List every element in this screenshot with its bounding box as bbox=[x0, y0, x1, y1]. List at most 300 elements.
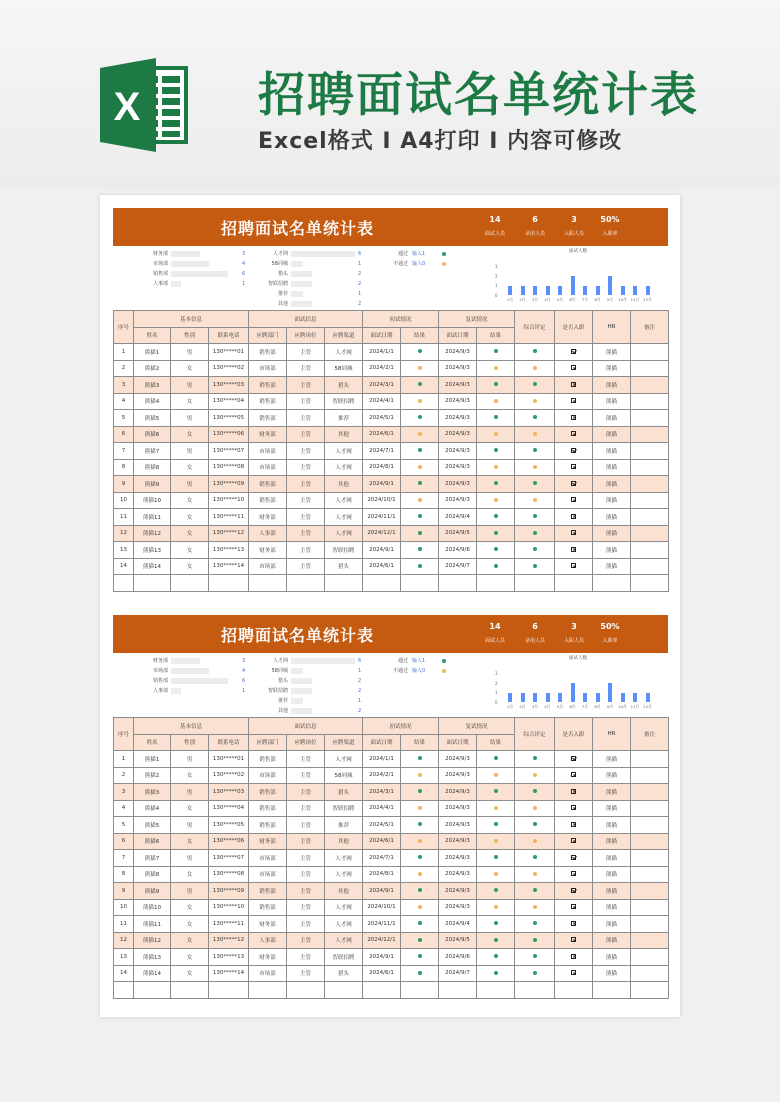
cell-phone[interactable]: 130*****14 bbox=[209, 965, 249, 982]
cell-dept[interactable]: 财务部 bbox=[249, 949, 287, 966]
cell-position[interactable]: 主管 bbox=[287, 377, 325, 394]
cell-second-date[interactable]: 2024/9/3 bbox=[439, 817, 477, 834]
cell-hr[interactable]: 熊猫 bbox=[593, 965, 631, 982]
cell-channel[interactable]: 58同城 bbox=[325, 360, 363, 377]
unchecked-box-icon[interactable] bbox=[571, 514, 576, 519]
cell-dept[interactable]: 财务部 bbox=[249, 833, 287, 850]
cell-overall[interactable] bbox=[515, 344, 555, 361]
cell-gender[interactable]: 女 bbox=[171, 866, 209, 883]
cell-channel[interactable]: 人才网 bbox=[325, 443, 363, 460]
cell-first-result[interactable] bbox=[401, 393, 439, 410]
cell-name[interactable]: 熊猫5 bbox=[134, 817, 171, 834]
cell-hired[interactable] bbox=[555, 459, 593, 476]
cell-name[interactable]: 熊猫3 bbox=[134, 377, 171, 394]
cell-name[interactable]: 熊猫1 bbox=[134, 344, 171, 361]
cell-overall[interactable] bbox=[515, 850, 555, 867]
checked-box-icon[interactable] bbox=[571, 448, 576, 453]
cell-second-date[interactable]: 2024/9/3 bbox=[439, 410, 477, 427]
cell-note[interactable] bbox=[631, 476, 669, 493]
cell-second-result[interactable] bbox=[477, 476, 515, 493]
cell-gender[interactable]: 女 bbox=[171, 949, 209, 966]
cell-dept[interactable]: 销售部 bbox=[249, 344, 287, 361]
cell-phone[interactable]: 130*****06 bbox=[209, 426, 249, 443]
cell-second-result[interactable] bbox=[477, 360, 515, 377]
cell-gender[interactable]: 女 bbox=[171, 459, 209, 476]
cell-second-date[interactable]: 2024/9/6 bbox=[439, 542, 477, 559]
cell-phone[interactable]: 130*****03 bbox=[209, 377, 249, 394]
cell-second-result[interactable] bbox=[477, 833, 515, 850]
cell-second-date[interactable]: 2024/9/3 bbox=[439, 751, 477, 768]
cell-position[interactable]: 主管 bbox=[287, 784, 325, 801]
cell-hr[interactable]: 熊猫 bbox=[593, 410, 631, 427]
cell-dept[interactable]: 人事部 bbox=[249, 525, 287, 542]
cell-dept[interactable]: 销售部 bbox=[249, 800, 287, 817]
cell-phone[interactable]: 130*****07 bbox=[209, 850, 249, 867]
cell-overall[interactable] bbox=[515, 932, 555, 949]
empty-cell[interactable] bbox=[515, 982, 555, 999]
cell-note[interactable] bbox=[631, 377, 669, 394]
cell-first-result[interactable] bbox=[401, 800, 439, 817]
cell-phone[interactable]: 130*****05 bbox=[209, 817, 249, 834]
cell-second-date[interactable]: 2024/9/3 bbox=[439, 344, 477, 361]
cell-phone[interactable]: 130*****01 bbox=[209, 751, 249, 768]
cell-phone[interactable]: 130*****09 bbox=[209, 476, 249, 493]
empty-cell[interactable] bbox=[363, 982, 401, 999]
cell-gender[interactable]: 女 bbox=[171, 899, 209, 916]
cell-overall[interactable] bbox=[515, 558, 555, 575]
unchecked-box-icon[interactable] bbox=[571, 805, 576, 810]
cell-note[interactable] bbox=[631, 344, 669, 361]
cell-name[interactable]: 熊猫9 bbox=[134, 883, 171, 900]
cell-second-date[interactable]: 2024/9/3 bbox=[439, 426, 477, 443]
empty-cell[interactable] bbox=[439, 575, 477, 592]
cell-second-result[interactable] bbox=[477, 949, 515, 966]
cell-second-result[interactable] bbox=[477, 800, 515, 817]
cell-first-date[interactable]: 2024/8/1 bbox=[363, 459, 401, 476]
cell-channel[interactable]: 智联招聘 bbox=[325, 949, 363, 966]
cell-first-date[interactable]: 2024/6/1 bbox=[363, 965, 401, 982]
cell-hr[interactable]: 熊猫 bbox=[593, 344, 631, 361]
cell-first-date[interactable]: 2024/7/1 bbox=[363, 443, 401, 460]
cell-first-result[interactable] bbox=[401, 833, 439, 850]
cell-channel[interactable]: 猎头 bbox=[325, 377, 363, 394]
cell-position[interactable]: 主管 bbox=[287, 899, 325, 916]
cell-phone[interactable]: 130*****05 bbox=[209, 410, 249, 427]
cell-hr[interactable]: 熊猫 bbox=[593, 525, 631, 542]
cell-second-date[interactable]: 2024/9/3 bbox=[439, 393, 477, 410]
empty-cell[interactable] bbox=[287, 982, 325, 999]
cell-hired[interactable] bbox=[555, 866, 593, 883]
cell-hired[interactable] bbox=[555, 833, 593, 850]
empty-cell[interactable] bbox=[593, 575, 631, 592]
cell-name[interactable]: 熊猫14 bbox=[134, 965, 171, 982]
cell-note[interactable] bbox=[631, 492, 669, 509]
cell-first-date[interactable]: 2024/5/1 bbox=[363, 410, 401, 427]
cell-hr[interactable]: 熊猫 bbox=[593, 360, 631, 377]
empty-cell[interactable] bbox=[555, 575, 593, 592]
cell-channel[interactable]: 人才网 bbox=[325, 866, 363, 883]
cell-second-result[interactable] bbox=[477, 883, 515, 900]
cell-overall[interactable] bbox=[515, 476, 555, 493]
unchecked-box-icon[interactable] bbox=[571, 772, 576, 777]
cell-hired[interactable] bbox=[555, 850, 593, 867]
cell-second-result[interactable] bbox=[477, 525, 515, 542]
cell-hired[interactable] bbox=[555, 525, 593, 542]
cell-note[interactable] bbox=[631, 393, 669, 410]
cell-position[interactable]: 主管 bbox=[287, 492, 325, 509]
cell-position[interactable]: 主管 bbox=[287, 542, 325, 559]
cell-second-date[interactable]: 2024/9/7 bbox=[439, 965, 477, 982]
cell-phone[interactable]: 130*****02 bbox=[209, 767, 249, 784]
cell-first-result[interactable] bbox=[401, 377, 439, 394]
cell-dept[interactable]: 销售部 bbox=[249, 784, 287, 801]
cell-second-date[interactable]: 2024/9/3 bbox=[439, 443, 477, 460]
cell-first-date[interactable]: 2024/2/1 bbox=[363, 767, 401, 784]
cell-hr[interactable]: 熊猫 bbox=[593, 883, 631, 900]
cell-position[interactable]: 主管 bbox=[287, 965, 325, 982]
cell-phone[interactable]: 130*****13 bbox=[209, 542, 249, 559]
cell-hired[interactable] bbox=[555, 360, 593, 377]
cell-gender[interactable]: 女 bbox=[171, 393, 209, 410]
cell-first-date[interactable]: 2024/4/1 bbox=[363, 393, 401, 410]
unchecked-box-icon[interactable] bbox=[571, 970, 576, 975]
cell-name[interactable]: 熊猫12 bbox=[134, 525, 171, 542]
cell-hr[interactable]: 熊猫 bbox=[593, 542, 631, 559]
cell-dept[interactable]: 销售部 bbox=[249, 899, 287, 916]
cell-first-result[interactable] bbox=[401, 542, 439, 559]
cell-channel[interactable]: 人才网 bbox=[325, 751, 363, 768]
cell-gender[interactable]: 女 bbox=[171, 492, 209, 509]
cell-hired[interactable] bbox=[555, 751, 593, 768]
cell-hired[interactable] bbox=[555, 965, 593, 982]
cell-second-result[interactable] bbox=[477, 866, 515, 883]
cell-dept[interactable]: 人事部 bbox=[249, 932, 287, 949]
cell-overall[interactable] bbox=[515, 393, 555, 410]
cell-overall[interactable] bbox=[515, 377, 555, 394]
cell-overall[interactable] bbox=[515, 899, 555, 916]
cell-second-date[interactable]: 2024/9/3 bbox=[439, 800, 477, 817]
cell-hr[interactable]: 熊猫 bbox=[593, 784, 631, 801]
cell-second-result[interactable] bbox=[477, 459, 515, 476]
cell-channel[interactable]: 人才网 bbox=[325, 899, 363, 916]
cell-phone[interactable]: 130*****13 bbox=[209, 949, 249, 966]
cell-note[interactable] bbox=[631, 459, 669, 476]
cell-second-date[interactable]: 2024/9/3 bbox=[439, 360, 477, 377]
cell-gender[interactable]: 女 bbox=[171, 965, 209, 982]
cell-gender[interactable]: 女 bbox=[171, 525, 209, 542]
cell-dept[interactable]: 销售部 bbox=[249, 492, 287, 509]
cell-dept[interactable]: 销售部 bbox=[249, 393, 287, 410]
cell-channel[interactable]: 猎头 bbox=[325, 965, 363, 982]
cell-hired[interactable] bbox=[555, 800, 593, 817]
cell-first-result[interactable] bbox=[401, 866, 439, 883]
cell-dept[interactable]: 市场部 bbox=[249, 767, 287, 784]
cell-first-date[interactable]: 2024/7/1 bbox=[363, 850, 401, 867]
empty-cell[interactable] bbox=[114, 575, 134, 592]
checked-box-icon[interactable] bbox=[571, 888, 576, 893]
cell-note[interactable] bbox=[631, 932, 669, 949]
cell-hired[interactable] bbox=[555, 377, 593, 394]
cell-second-date[interactable]: 2024/9/3 bbox=[439, 866, 477, 883]
empty-cell[interactable] bbox=[515, 575, 555, 592]
cell-note[interactable] bbox=[631, 850, 669, 867]
unchecked-box-icon[interactable] bbox=[571, 921, 576, 926]
cell-gender[interactable]: 女 bbox=[171, 558, 209, 575]
cell-channel[interactable]: 智联招聘 bbox=[325, 542, 363, 559]
cell-second-result[interactable] bbox=[477, 899, 515, 916]
cell-second-date[interactable]: 2024/9/6 bbox=[439, 949, 477, 966]
cell-phone[interactable]: 130*****06 bbox=[209, 833, 249, 850]
cell-first-result[interactable] bbox=[401, 899, 439, 916]
cell-dept[interactable]: 财务部 bbox=[249, 542, 287, 559]
cell-name[interactable]: 熊猫7 bbox=[134, 850, 171, 867]
cell-second-date[interactable]: 2024/9/3 bbox=[439, 833, 477, 850]
cell-second-date[interactable]: 2024/9/7 bbox=[439, 558, 477, 575]
cell-note[interactable] bbox=[631, 443, 669, 460]
cell-channel[interactable]: 智联招聘 bbox=[325, 800, 363, 817]
cell-first-result[interactable] bbox=[401, 509, 439, 526]
cell-position[interactable]: 主管 bbox=[287, 751, 325, 768]
cell-name[interactable]: 熊猫12 bbox=[134, 932, 171, 949]
cell-second-result[interactable] bbox=[477, 443, 515, 460]
cell-second-date[interactable]: 2024/9/3 bbox=[439, 850, 477, 867]
cell-dept[interactable]: 市场部 bbox=[249, 866, 287, 883]
cell-dept[interactable]: 市场部 bbox=[249, 965, 287, 982]
cell-phone[interactable]: 130*****01 bbox=[209, 344, 249, 361]
cell-note[interactable] bbox=[631, 360, 669, 377]
cell-phone[interactable]: 130*****10 bbox=[209, 899, 249, 916]
cell-note[interactable] bbox=[631, 509, 669, 526]
cell-name[interactable]: 熊猫1 bbox=[134, 751, 171, 768]
cell-dept[interactable]: 销售部 bbox=[249, 751, 287, 768]
cell-first-result[interactable] bbox=[401, 949, 439, 966]
cell-first-date[interactable]: 2024/9/1 bbox=[363, 883, 401, 900]
cell-first-date[interactable]: 2024/3/1 bbox=[363, 377, 401, 394]
cell-overall[interactable] bbox=[515, 866, 555, 883]
cell-second-date[interactable]: 2024/9/3 bbox=[439, 459, 477, 476]
cell-first-result[interactable] bbox=[401, 360, 439, 377]
cell-note[interactable] bbox=[631, 833, 669, 850]
cell-first-date[interactable]: 2024/2/1 bbox=[363, 360, 401, 377]
empty-cell[interactable] bbox=[439, 982, 477, 999]
empty-cell[interactable] bbox=[114, 982, 134, 999]
cell-note[interactable] bbox=[631, 965, 669, 982]
cell-gender[interactable]: 女 bbox=[171, 833, 209, 850]
cell-name[interactable]: 熊猫13 bbox=[134, 542, 171, 559]
cell-note[interactable] bbox=[631, 426, 669, 443]
cell-hr[interactable]: 熊猫 bbox=[593, 443, 631, 460]
cell-first-date[interactable]: 2024/9/1 bbox=[363, 542, 401, 559]
cell-position[interactable]: 主管 bbox=[287, 360, 325, 377]
cell-overall[interactable] bbox=[515, 767, 555, 784]
cell-gender[interactable]: 男 bbox=[171, 443, 209, 460]
cell-overall[interactable] bbox=[515, 817, 555, 834]
cell-dept[interactable]: 市场部 bbox=[249, 850, 287, 867]
unchecked-box-icon[interactable] bbox=[571, 789, 576, 794]
cell-position[interactable]: 主管 bbox=[287, 476, 325, 493]
cell-position[interactable]: 主管 bbox=[287, 817, 325, 834]
cell-note[interactable] bbox=[631, 558, 669, 575]
cell-second-date[interactable]: 2024/9/3 bbox=[439, 767, 477, 784]
cell-first-date[interactable]: 2024/1/1 bbox=[363, 751, 401, 768]
cell-dept[interactable]: 市场部 bbox=[249, 443, 287, 460]
cell-second-date[interactable]: 2024/9/3 bbox=[439, 784, 477, 801]
cell-second-result[interactable] bbox=[477, 916, 515, 933]
cell-second-result[interactable] bbox=[477, 751, 515, 768]
empty-cell[interactable] bbox=[209, 982, 249, 999]
cell-hr[interactable]: 熊猫 bbox=[593, 459, 631, 476]
cell-first-date[interactable]: 2024/4/1 bbox=[363, 800, 401, 817]
empty-cell[interactable] bbox=[209, 575, 249, 592]
cell-overall[interactable] bbox=[515, 784, 555, 801]
cell-hr[interactable]: 熊猫 bbox=[593, 833, 631, 850]
cell-gender[interactable]: 男 bbox=[171, 784, 209, 801]
cell-overall[interactable] bbox=[515, 410, 555, 427]
cell-note[interactable] bbox=[631, 949, 669, 966]
empty-cell[interactable] bbox=[555, 982, 593, 999]
cell-dept[interactable]: 销售部 bbox=[249, 377, 287, 394]
cell-position[interactable]: 主管 bbox=[287, 525, 325, 542]
cell-hr[interactable]: 熊猫 bbox=[593, 899, 631, 916]
cell-hr[interactable]: 熊猫 bbox=[593, 767, 631, 784]
cell-second-result[interactable] bbox=[477, 817, 515, 834]
unchecked-box-icon[interactable] bbox=[571, 431, 576, 436]
cell-channel[interactable]: 人才网 bbox=[325, 525, 363, 542]
cell-first-result[interactable] bbox=[401, 525, 439, 542]
cell-note[interactable] bbox=[631, 883, 669, 900]
cell-hired[interactable] bbox=[555, 426, 593, 443]
cell-first-date[interactable]: 2024/9/1 bbox=[363, 476, 401, 493]
cell-overall[interactable] bbox=[515, 833, 555, 850]
cell-hired[interactable] bbox=[555, 784, 593, 801]
cell-position[interactable]: 主管 bbox=[287, 866, 325, 883]
unchecked-box-icon[interactable] bbox=[571, 398, 576, 403]
cell-overall[interactable] bbox=[515, 525, 555, 542]
cell-gender[interactable]: 男 bbox=[171, 751, 209, 768]
cell-gender[interactable]: 男 bbox=[171, 476, 209, 493]
cell-dept[interactable]: 市场部 bbox=[249, 558, 287, 575]
cell-dept[interactable]: 财务部 bbox=[249, 509, 287, 526]
cell-first-result[interactable] bbox=[401, 916, 439, 933]
cell-first-date[interactable]: 2024/9/1 bbox=[363, 949, 401, 966]
cell-second-result[interactable] bbox=[477, 932, 515, 949]
cell-channel[interactable]: 人才网 bbox=[325, 492, 363, 509]
cell-hr[interactable]: 熊猫 bbox=[593, 949, 631, 966]
cell-note[interactable] bbox=[631, 817, 669, 834]
cell-first-result[interactable] bbox=[401, 784, 439, 801]
empty-cell[interactable] bbox=[401, 982, 439, 999]
cell-position[interactable]: 主管 bbox=[287, 393, 325, 410]
cell-hired[interactable] bbox=[555, 899, 593, 916]
empty-cell[interactable] bbox=[171, 982, 209, 999]
unchecked-box-icon[interactable] bbox=[571, 822, 576, 827]
cell-name[interactable]: 熊猫10 bbox=[134, 899, 171, 916]
unchecked-box-icon[interactable] bbox=[571, 904, 576, 909]
cell-second-date[interactable]: 2024/9/5 bbox=[439, 932, 477, 949]
cell-overall[interactable] bbox=[515, 459, 555, 476]
cell-gender[interactable]: 男 bbox=[171, 850, 209, 867]
cell-note[interactable] bbox=[631, 751, 669, 768]
cell-overall[interactable] bbox=[515, 800, 555, 817]
cell-second-result[interactable] bbox=[477, 509, 515, 526]
cell-name[interactable]: 熊猫8 bbox=[134, 866, 171, 883]
cell-position[interactable]: 主管 bbox=[287, 410, 325, 427]
cell-first-result[interactable] bbox=[401, 443, 439, 460]
cell-name[interactable]: 熊猫11 bbox=[134, 509, 171, 526]
cell-position[interactable]: 主管 bbox=[287, 459, 325, 476]
cell-overall[interactable] bbox=[515, 916, 555, 933]
cell-phone[interactable]: 130*****08 bbox=[209, 459, 249, 476]
cell-gender[interactable]: 女 bbox=[171, 426, 209, 443]
unchecked-box-icon[interactable] bbox=[571, 530, 576, 535]
cell-position[interactable]: 主管 bbox=[287, 916, 325, 933]
cell-phone[interactable]: 130*****04 bbox=[209, 800, 249, 817]
cell-gender[interactable]: 女 bbox=[171, 360, 209, 377]
cell-first-result[interactable] bbox=[401, 817, 439, 834]
cell-position[interactable]: 主管 bbox=[287, 443, 325, 460]
cell-phone[interactable]: 130*****12 bbox=[209, 932, 249, 949]
cell-hired[interactable] bbox=[555, 558, 593, 575]
cell-phone[interactable]: 130*****04 bbox=[209, 393, 249, 410]
cell-note[interactable] bbox=[631, 916, 669, 933]
cell-second-result[interactable] bbox=[477, 965, 515, 982]
empty-cell[interactable] bbox=[134, 575, 171, 592]
cell-hired[interactable] bbox=[555, 767, 593, 784]
cell-name[interactable]: 熊猫11 bbox=[134, 916, 171, 933]
cell-note[interactable] bbox=[631, 525, 669, 542]
cell-dept[interactable]: 财务部 bbox=[249, 916, 287, 933]
cell-dept[interactable]: 市场部 bbox=[249, 360, 287, 377]
cell-name[interactable]: 熊猫6 bbox=[134, 426, 171, 443]
cell-first-date[interactable]: 2024/5/1 bbox=[363, 817, 401, 834]
cell-phone[interactable]: 130*****10 bbox=[209, 492, 249, 509]
checked-box-icon[interactable] bbox=[571, 855, 576, 860]
unchecked-box-icon[interactable] bbox=[571, 497, 576, 502]
empty-cell[interactable] bbox=[477, 575, 515, 592]
cell-channel[interactable]: 其他 bbox=[325, 426, 363, 443]
cell-name[interactable]: 熊猫8 bbox=[134, 459, 171, 476]
cell-phone[interactable]: 130*****09 bbox=[209, 883, 249, 900]
cell-gender[interactable]: 女 bbox=[171, 509, 209, 526]
empty-cell[interactable] bbox=[401, 575, 439, 592]
cell-hired[interactable] bbox=[555, 393, 593, 410]
cell-hr[interactable]: 熊猫 bbox=[593, 916, 631, 933]
unchecked-box-icon[interactable] bbox=[571, 547, 576, 552]
cell-first-result[interactable] bbox=[401, 410, 439, 427]
cell-name[interactable]: 熊猫9 bbox=[134, 476, 171, 493]
cell-first-date[interactable]: 2024/6/1 bbox=[363, 833, 401, 850]
unchecked-box-icon[interactable] bbox=[571, 871, 576, 876]
cell-channel[interactable]: 人才网 bbox=[325, 459, 363, 476]
cell-gender[interactable]: 男 bbox=[171, 377, 209, 394]
cell-hr[interactable]: 熊猫 bbox=[593, 377, 631, 394]
cell-dept[interactable]: 销售部 bbox=[249, 883, 287, 900]
unchecked-box-icon[interactable] bbox=[571, 464, 576, 469]
cell-position[interactable]: 主管 bbox=[287, 509, 325, 526]
empty-cell[interactable] bbox=[134, 982, 171, 999]
cell-dept[interactable]: 销售部 bbox=[249, 817, 287, 834]
cell-first-date[interactable]: 2024/8/1 bbox=[363, 866, 401, 883]
cell-hired[interactable] bbox=[555, 916, 593, 933]
cell-gender[interactable]: 男 bbox=[171, 410, 209, 427]
unchecked-box-icon[interactable] bbox=[571, 838, 576, 843]
cell-first-result[interactable] bbox=[401, 492, 439, 509]
cell-first-result[interactable] bbox=[401, 883, 439, 900]
cell-overall[interactable] bbox=[515, 492, 555, 509]
cell-channel[interactable]: 猎头 bbox=[325, 784, 363, 801]
cell-name[interactable]: 熊猫14 bbox=[134, 558, 171, 575]
cell-hr[interactable]: 熊猫 bbox=[593, 558, 631, 575]
